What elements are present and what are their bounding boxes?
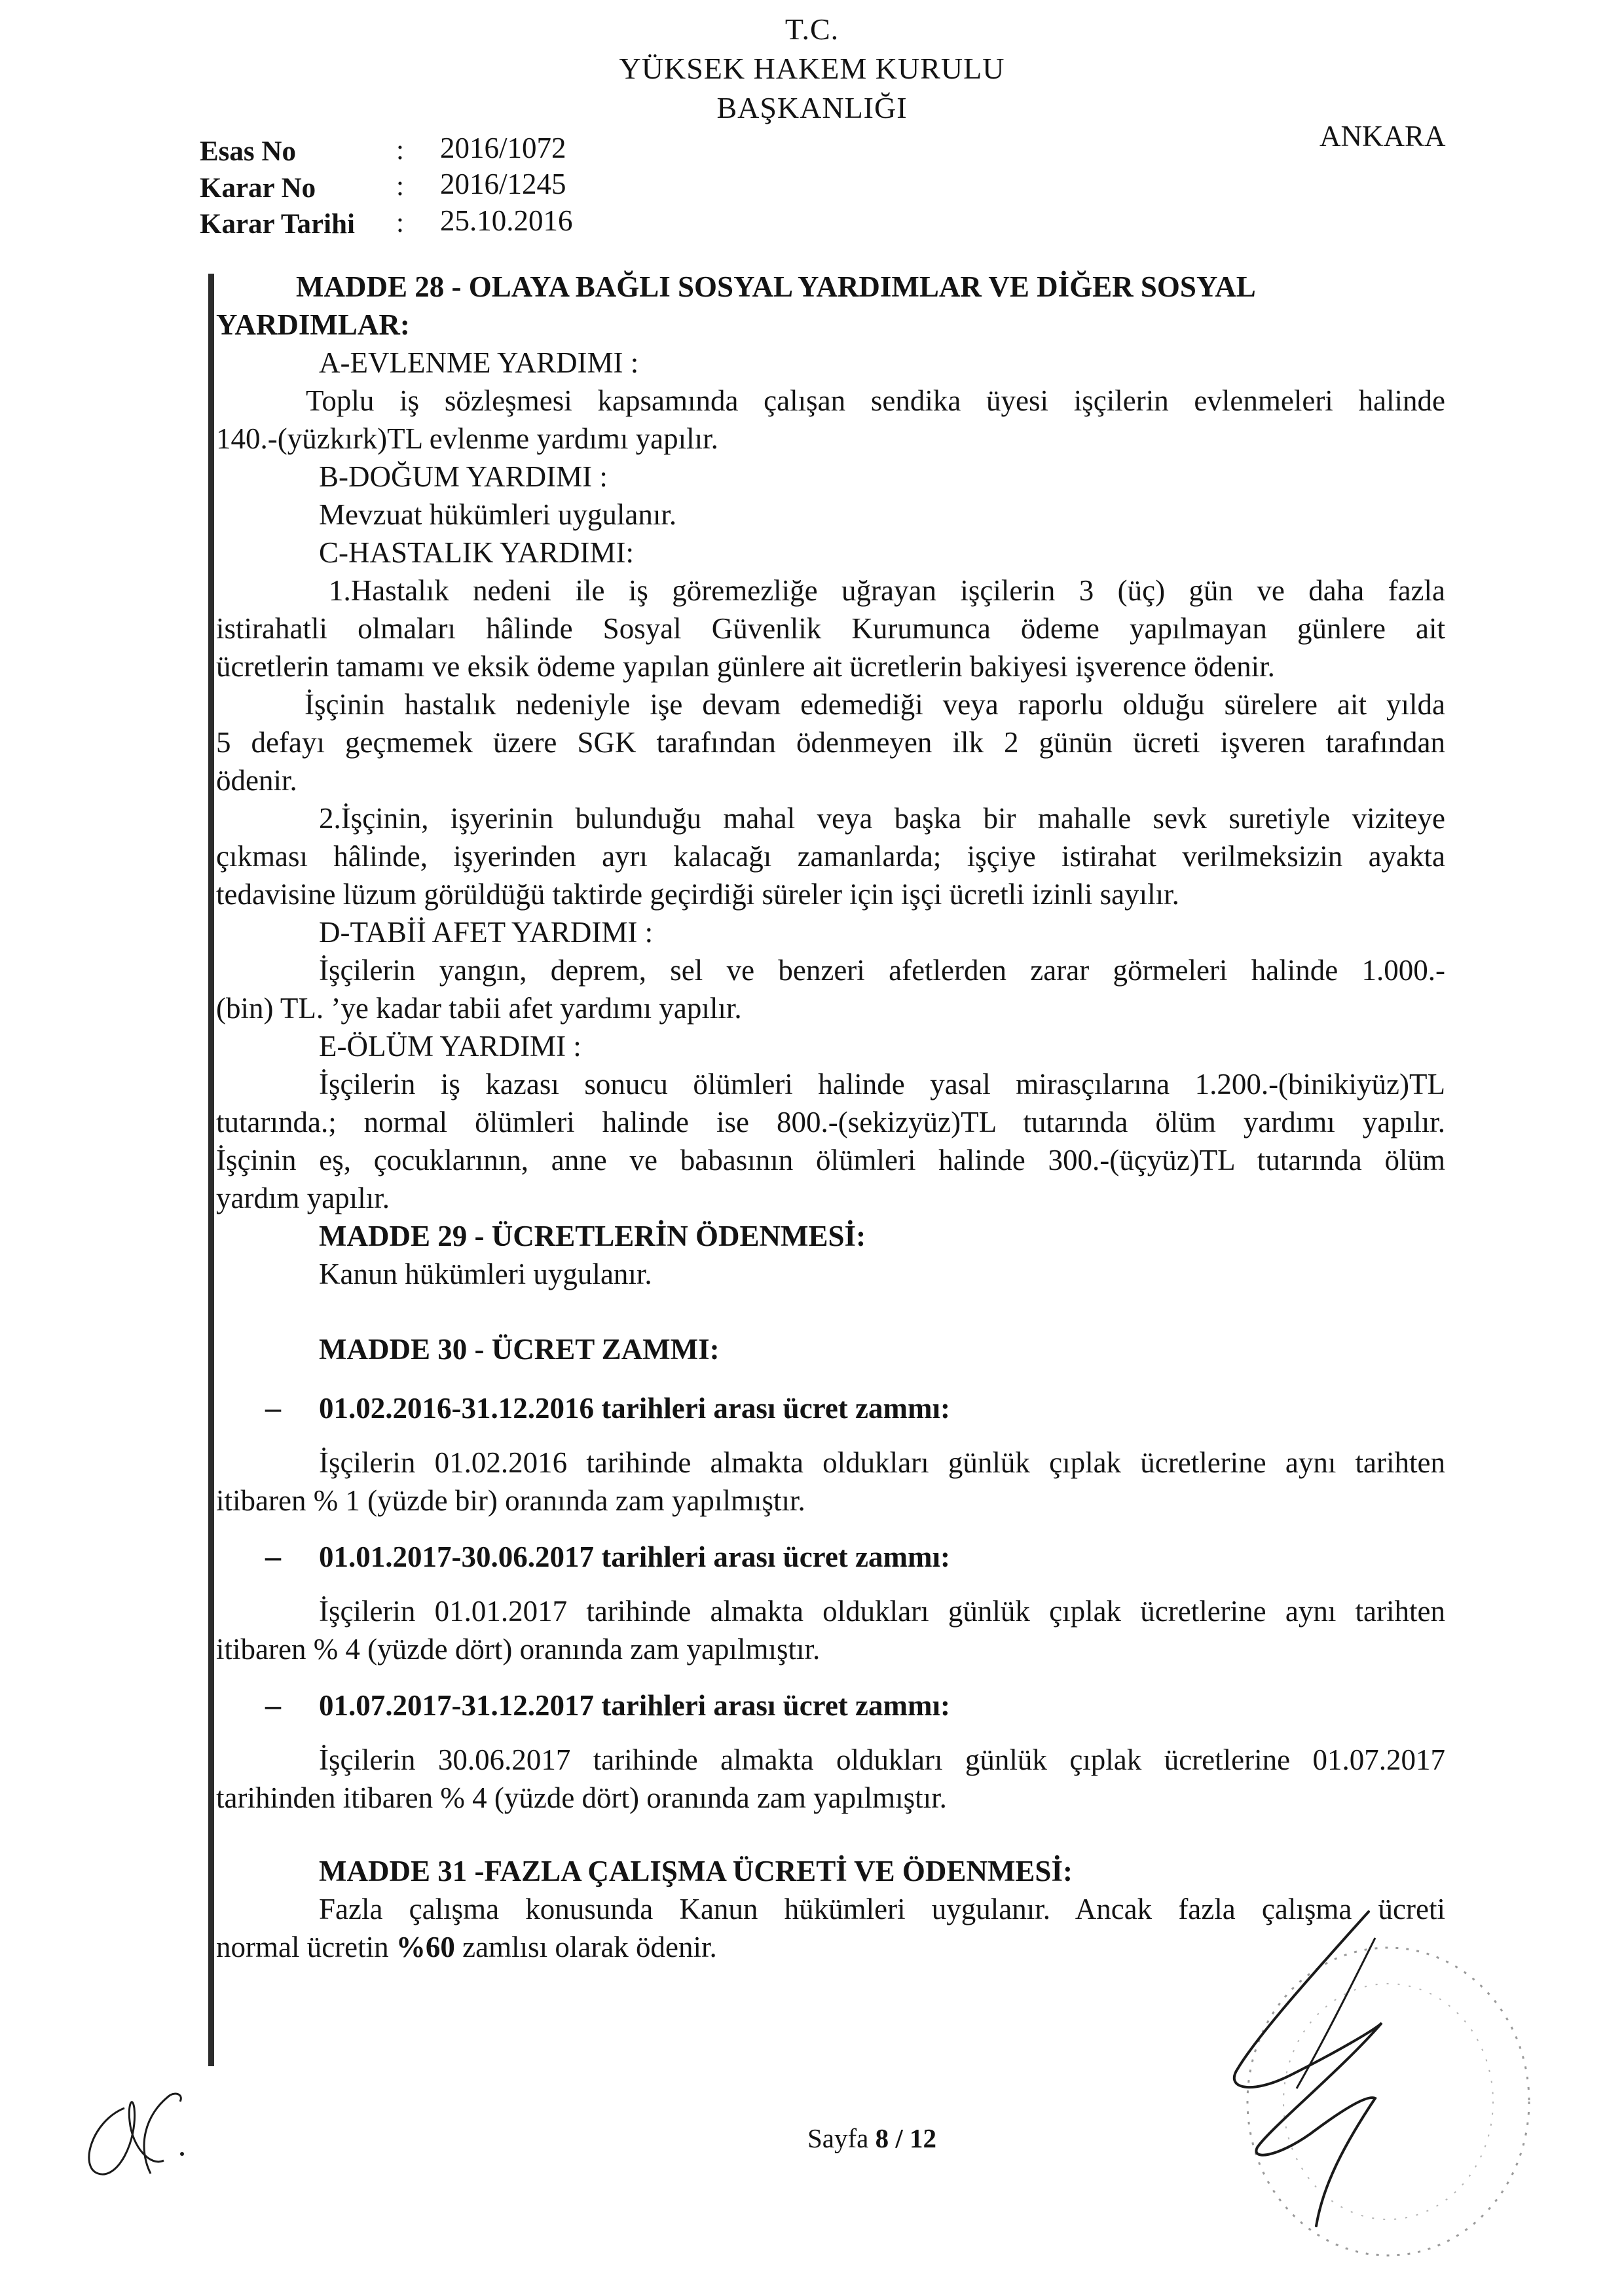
karar-no-value: 2016/1245 — [440, 168, 566, 200]
madde30-period3-line1: İşçilerin 30.06.2017 tarihinde almakta oldukları günlük çıplak ücretlerine 01.07.2017 — [319, 1743, 1445, 1776]
header-tc: T.C. — [784, 12, 840, 46]
madde30-period2-title: 01.01.2017-30.06.2017 tarihleri arası ücret zammı: — [319, 1540, 950, 1573]
esas-no-value: 2016/1072 — [440, 132, 566, 164]
madde28-c1b-line3: ödenir. — [216, 764, 297, 797]
header-institution: YÜKSEK HAKEM KURULU — [619, 52, 1005, 85]
karar-tarihi-value: 25.10.2016 — [440, 204, 573, 237]
madde28-d-line2: (bin) TL. ’ye kadar tabii afet yardımı yapılır. — [216, 992, 742, 1025]
initials-signature — [72, 2069, 203, 2200]
madde31-line1: Fazla çalışma konusunda Kanun hükümleri uygulanır. Ancak fazla çalışma ücreti — [319, 1893, 1445, 1925]
madde28-c1b-line1: İşçinin hastalık nedeniyle işe devam edemediği veya raporlu olduğu sürelere ait yılda — [304, 688, 1445, 721]
header-presidency: BAŞKANLIĞI — [716, 91, 908, 124]
esas-no-label: Esas No — [200, 136, 296, 167]
madde29-line1: Kanun hükümleri uygulanır. — [319, 1258, 652, 1290]
madde31-line2-end: zamlısı olarak ödenir. — [462, 1931, 717, 1963]
karar-no-label: Karar No — [200, 173, 316, 204]
madde28-a-line1: Toplu iş sözleşmesi kapsamında çalışan sendika üyesi işçilerin evlenmeleri halinde — [306, 384, 1445, 417]
madde28-c1-line2: istirahatli olmaları hâlinde Sosyal Güvenlik Kurumunca ödeme yapılmayan günlere ait — [216, 612, 1445, 645]
madde30-period3-line2: tarihinden itibaren % 4 (yüzde dört) oranında zam yapılmıştır. — [216, 1781, 947, 1814]
madde31-rate: %60 — [396, 1931, 455, 1963]
madde28-e-line1: İşçilerin iş kazası sonucu ölümleri halinde yasal mirasçılarına 1.200.-(binikiyüz)TL — [319, 1068, 1445, 1101]
madde28-e-line3: İşçinin eş, çocuklarının, anne ve babasının ölümleri halinde 300.-(üçyüz)TL tutarında ölüm — [216, 1144, 1445, 1176]
madde28-a-title: A-EVLENME YARDIMI : — [319, 346, 639, 379]
madde30-dash-3: – — [265, 1688, 281, 1722]
madde28-d-line1: İşçilerin yangın, deprem, sel ve benzeri afetlerden zarar görmeleri halinde 1.000.- — [319, 954, 1445, 987]
madde30-period1-title: 01.02.2016-31.12.2016 tarihleri arası ücret zammı: — [319, 1392, 950, 1425]
page-label: Sayfa — [807, 2123, 869, 2153]
madde28-c2-line2: çıkması hâlinde, işyerinden ayrı kalacağı zamanlarda; işçiye istirahat verilmeksizin ayakta — [216, 840, 1445, 873]
karar-no-colon: : — [396, 171, 404, 202]
madde28-c1-line1: 1.Hastalık nedeni ile iş göremezliğe uğrayan işçilerin 3 (üç) gün ve daha fazla — [329, 574, 1445, 607]
madde30-period1-line2: itibaren % 1 (yüzde bir) oranında zam yapılmıştır. — [216, 1484, 805, 1517]
madde29-title: MADDE 29 - ÜCRETLERİN ÖDENMESİ: — [319, 1220, 866, 1252]
madde30-period2-line1: İşçilerin 01.01.2017 tarihinde almakta oldukları günlük çıplak ücretlerine aynı tarihten — [319, 1595, 1445, 1628]
karar-tarihi-colon: : — [396, 208, 404, 238]
madde28-title-line1: MADDE 28 - OLAYA BAĞLI SOSYAL YARDIMLAR VE DİĞER SOSYAL — [296, 270, 1256, 303]
madde31-title: MADDE 31 -FAZLA ÇALIŞMA ÜCRETİ VE ÖDENMESİ: — [319, 1855, 1073, 1887]
madde30-period2-line2: itibaren % 4 (yüzde dört) oranında zam yapılmıştır. — [216, 1633, 821, 1666]
madde28-a-line2: 140.-(yüzkırk)TL evlenme yardımı yapılır. — [216, 422, 718, 455]
page-number — [807, 2123, 936, 2154]
madde28-d-title: D-TABİİ AFET YARDIMI : — [319, 916, 654, 949]
page-separator: / — [895, 2123, 903, 2153]
madde31-line2 — [216, 1930, 717, 1964]
madde28-c-title: C-HASTALIK YARDIMI: — [319, 536, 634, 569]
madde28-c1-line3: ücretlerin tamamı ve eksik ödeme yapılan günlere ait ücretlerin bakiyesi işverence ödenir. — [216, 650, 1275, 683]
madde28-e-line2: tutarında.; normal ölümleri halinde ise 800.-(sekizyüz)TL tutarında ölüm yardımı yapılır. — [216, 1106, 1445, 1139]
esas-no-colon: : — [396, 135, 404, 166]
margin-bar — [208, 274, 214, 2066]
madde28-b-line1: Mevzuat hükümleri uygulanır. — [319, 498, 677, 531]
madde30-period1-line1: İşçilerin 01.02.2016 tarihinde almakta oldukları günlük çıplak ücretlerine aynı tarihten — [319, 1446, 1445, 1479]
madde31-line2-start: normal ücretin — [216, 1931, 389, 1963]
page-current: 8 — [875, 2123, 889, 2153]
madde30-period3-title: 01.07.2017-31.12.2017 tarihleri arası ücret zammı: — [319, 1689, 950, 1722]
signature — [1179, 1899, 1480, 2239]
karar-tarihi-label: Karar Tarihi — [200, 209, 355, 240]
madde28-c1b-line2: 5 defayı geçmemek üzere SGK tarafından ödenmeyen ilk 2 günün ücreti işveren tarafından — [216, 726, 1445, 759]
page-total: 12 — [910, 2123, 937, 2153]
madde28-e-title: E-ÖLÜM YARDIMI : — [319, 1030, 581, 1063]
header-city: ANKARA — [1320, 120, 1446, 153]
madde28-b-title: B-DOĞUM YARDIMI : — [319, 460, 608, 493]
madde28-c2-line1: 2.İşçinin, işyerinin bulunduğu mahal veya başka bir mahalle sevk suretiyle viziteye — [319, 802, 1445, 835]
madde28-title-line2: YARDIMLAR: — [216, 308, 410, 341]
madde28-e-line4: yardım yapılır. — [216, 1182, 390, 1214]
madde30-dash-1: – — [265, 1391, 281, 1425]
madde28-c2-line3: tedavisine lüzum görüldüğü taktirde geçirdiği süreler için işçi ücretli izinli sayılır. — [216, 878, 1179, 911]
madde30-title: MADDE 30 - ÜCRET ZAMMI: — [319, 1333, 720, 1366]
madde30-dash-2: – — [265, 1539, 281, 1574]
